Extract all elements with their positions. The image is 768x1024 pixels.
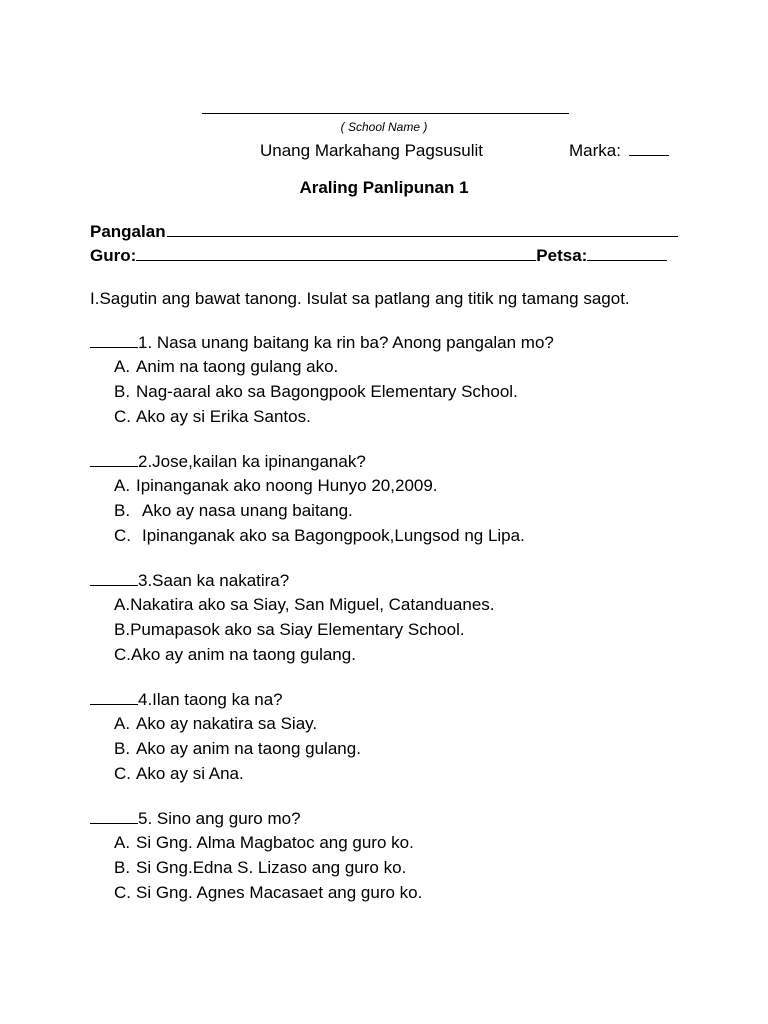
choice-item [90, 595, 495, 620]
exam-title: Unang Markahang Pagsusulit [260, 141, 484, 160]
choice-text: Ipinanganak ako noong Hunyo 20,2009. [136, 476, 438, 495]
question-prompt: 2.Jose,kailan ka ipinanganak? [138, 452, 366, 471]
choice-item [90, 382, 554, 407]
name-label: Pangalan [90, 222, 166, 241]
choice-letter: A. [114, 357, 131, 376]
choice-item [90, 526, 525, 551]
choice-letter: B. [114, 858, 131, 877]
choice-letter: B. [114, 382, 131, 401]
choice-text: Ako ay si Erika Santos. [136, 407, 311, 426]
choice-text: Nakatira ako sa Siay, San Miguel, Catanduanes. [130, 595, 495, 614]
choice-letter: A. [114, 595, 131, 614]
date-colon: : [581, 246, 588, 265]
choice-item [90, 645, 495, 670]
teacher-blank[interactable] [136, 246, 536, 261]
answer-blank[interactable] [90, 809, 138, 824]
choice-item [90, 407, 554, 432]
choice-letter: B. [114, 620, 131, 639]
instruction-text: I.Sagutin ang bawat tanong. Isulat sa patlang ang titik ng tamang sagot. [90, 289, 630, 308]
school-name-caption: ( School Name ) [340, 120, 428, 134]
choice-text: Nag-aaral ako sa Bagongpook Elementary School. [136, 382, 518, 401]
question-item [90, 333, 554, 432]
answer-blank[interactable] [90, 333, 138, 348]
school-name-blank[interactable] [202, 113, 569, 114]
choice-text: Ako ay anim na taong gulang. [131, 645, 356, 664]
choice-text: Pumapasok ako sa Siay Elementary School. [130, 620, 465, 639]
question-head [90, 690, 361, 710]
teacher-colon: : [130, 246, 137, 265]
score-label: Marka: [569, 141, 621, 160]
question-prompt: 1. Nasa unang baitang ka rin ba? Anong pangalan mo? [138, 333, 554, 352]
question-item [90, 452, 525, 551]
name-field [90, 222, 678, 242]
question-item [90, 690, 361, 789]
choice-item [90, 739, 361, 764]
name-blank[interactable] [167, 222, 678, 237]
choice-text: Si Gng.Edna S. Lizaso ang guro ko. [136, 858, 407, 877]
choice-item [90, 476, 525, 501]
choice-letter: B. [114, 501, 131, 520]
answer-blank[interactable] [90, 690, 138, 705]
teacher-date-field [90, 246, 670, 266]
choice-list [90, 714, 361, 789]
score-blank[interactable] [629, 141, 669, 156]
choice-text: Ako ay nasa unang baitang. [142, 501, 353, 520]
question-head [90, 452, 525, 472]
teacher-label: Guro [90, 246, 131, 265]
question-head [90, 809, 422, 829]
score-field [569, 141, 669, 161]
choice-text: Ako ay nakatira sa Siay. [136, 714, 318, 733]
answer-blank[interactable] [90, 452, 138, 467]
choice-text: Ipinanganak ako sa Bagongpook,Lungsod ng Lipa. [142, 526, 525, 545]
choice-item [90, 883, 422, 908]
question-head [90, 571, 495, 591]
question-item [90, 571, 495, 670]
choice-letter: A. [114, 476, 131, 495]
choice-list [90, 476, 525, 551]
choice-text: Anim na taong gulang ako. [136, 357, 339, 376]
choice-letter: C. [114, 526, 131, 545]
choice-item [90, 714, 361, 739]
choice-letter: B. [114, 739, 131, 758]
question-prompt: 3.Saan ka nakatira? [138, 571, 290, 590]
date-label: Petsa [536, 246, 582, 265]
choice-item [90, 764, 361, 789]
subject-title: Araling Panlipunan 1 [299, 178, 469, 197]
choice-text: Si Gng. Alma Magbatoc ang guro ko. [136, 833, 414, 852]
choice-item [90, 620, 495, 645]
choice-item [90, 501, 525, 526]
choice-item [90, 858, 422, 883]
question-prompt: 4.Ilan taong ka na? [138, 690, 283, 709]
choice-text: Si Gng. Agnes Macasaet ang guro ko. [136, 883, 423, 902]
choice-list [90, 595, 495, 670]
choice-letter: C. [114, 407, 131, 426]
choice-text: Ako ay anim na taong gulang. [136, 739, 361, 758]
choice-letter: A. [114, 714, 131, 733]
choice-item [90, 833, 422, 858]
answer-blank[interactable] [90, 571, 138, 586]
choice-letter: C. [114, 645, 131, 664]
choice-letter: C. [114, 764, 131, 783]
date-blank[interactable] [587, 246, 667, 261]
choice-list [90, 357, 554, 432]
choice-item [90, 357, 554, 382]
choice-letter: C. [114, 883, 131, 902]
choice-list [90, 833, 422, 908]
choice-text: Ako ay si Ana. [136, 764, 244, 783]
question-item [90, 809, 422, 908]
question-head [90, 333, 554, 353]
question-prompt: 5. Sino ang guro mo? [138, 809, 301, 828]
choice-letter: A. [114, 833, 131, 852]
